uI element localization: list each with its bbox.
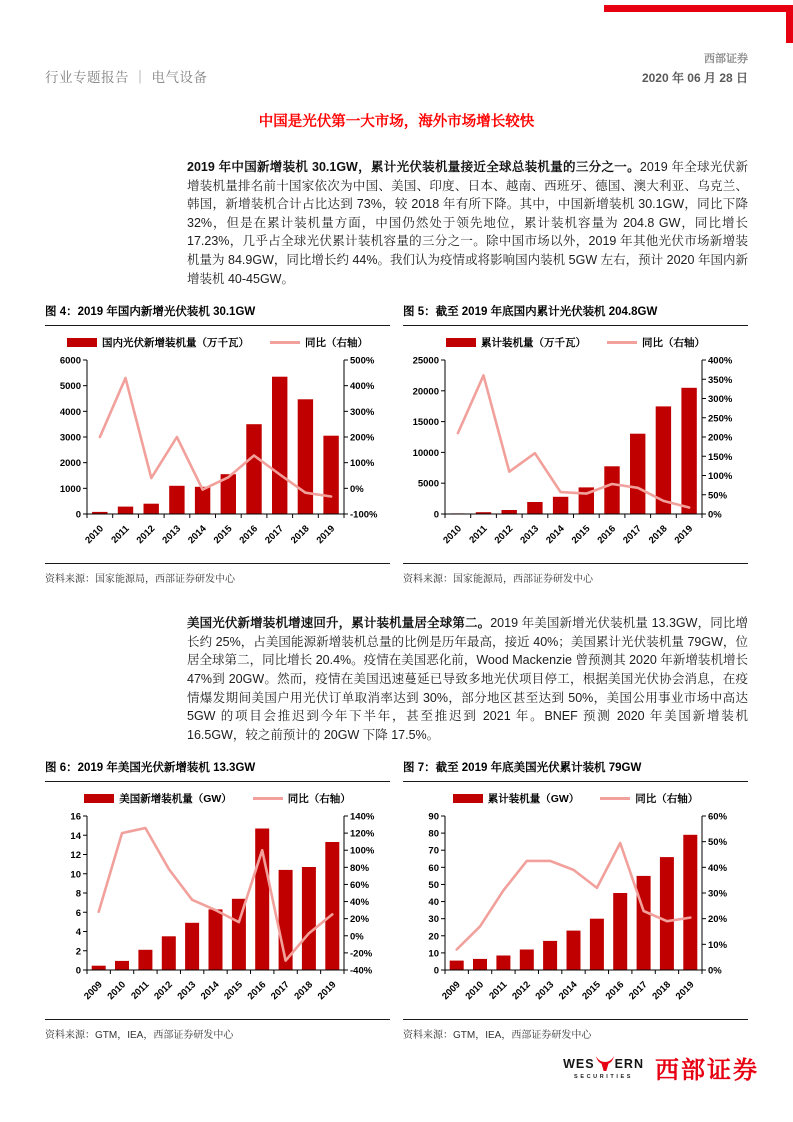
svg-text:0: 0 xyxy=(433,965,439,977)
paragraph-china-lead: 2019 年中国新增装机 30.1GW，累计光伏装机量接近全球总装机量的三分之一。 xyxy=(187,160,640,174)
paragraph-us xyxy=(187,614,748,744)
svg-text:2016: 2016 xyxy=(603,979,627,1003)
svg-text:20%: 20% xyxy=(350,914,370,926)
svg-text:100%: 100% xyxy=(350,458,375,470)
svg-text:200%: 200% xyxy=(708,432,733,444)
svg-text:50: 50 xyxy=(428,880,439,892)
line-legend-swatch xyxy=(607,341,637,344)
svg-text:2011: 2011 xyxy=(467,523,490,546)
bar-legend-swatch xyxy=(84,794,114,803)
figure-5-rule xyxy=(403,563,748,564)
section-headline: 中国是光伏第一大市场，海外市场增长较快 xyxy=(258,114,535,130)
bar-legend-swatch xyxy=(67,338,97,347)
charts-row-2 xyxy=(45,759,748,1041)
svg-text:12: 12 xyxy=(70,850,81,862)
svg-text:350%: 350% xyxy=(708,374,733,386)
corner-mark-horizontal xyxy=(604,5,793,12)
figure-4-source: 资料来源：国家能源局，西部证券研发中心 xyxy=(45,574,235,586)
svg-text:2019: 2019 xyxy=(673,979,697,1003)
figure-4 xyxy=(45,303,390,585)
chart-canvas-7 xyxy=(403,808,748,1016)
svg-text:2013: 2013 xyxy=(160,523,184,547)
svg-text:2010: 2010 xyxy=(83,523,106,547)
svg-text:8: 8 xyxy=(75,888,81,900)
bar-legend-label: 累计装机量（万千瓦） xyxy=(481,337,586,350)
svg-text:14: 14 xyxy=(70,831,81,843)
figure-5-source: 资料来源：国家能源局，西部证券研发中心 xyxy=(403,574,593,586)
svg-text:2011: 2011 xyxy=(109,523,132,546)
bar-legend-label: 美国新增装机量（GW） xyxy=(119,793,232,806)
svg-text:2015: 2015 xyxy=(222,979,245,1003)
figure-5-legend xyxy=(403,335,748,350)
svg-text:2014: 2014 xyxy=(544,523,567,547)
svg-text:3000: 3000 xyxy=(59,432,81,444)
svg-text:0: 0 xyxy=(75,509,81,521)
svg-text:2014: 2014 xyxy=(198,979,222,1003)
svg-text:2015: 2015 xyxy=(569,523,593,547)
svg-text:30: 30 xyxy=(428,914,439,926)
svg-text:2016: 2016 xyxy=(595,523,619,547)
svg-text:2017: 2017 xyxy=(268,979,292,1003)
header-right-block xyxy=(642,50,748,86)
svg-text:2000: 2000 xyxy=(59,458,81,470)
page-header xyxy=(45,50,748,86)
svg-text:2017: 2017 xyxy=(621,523,644,547)
svg-text:50%: 50% xyxy=(708,490,728,502)
corner-mark-vertical xyxy=(786,5,793,43)
svg-text:2015: 2015 xyxy=(211,523,235,547)
svg-text:200%: 200% xyxy=(350,432,375,444)
svg-text:2013: 2013 xyxy=(175,979,199,1003)
line-legend-label: 同比（右轴） xyxy=(635,793,699,806)
figure-6-legend xyxy=(45,791,390,806)
footer-logo xyxy=(563,1050,759,1085)
figure-4-legend xyxy=(45,335,390,350)
svg-text:150%: 150% xyxy=(708,451,733,463)
svg-text:100%: 100% xyxy=(350,846,375,858)
svg-text:0%: 0% xyxy=(350,931,364,943)
figure-7-title: 图 7：截至 2019 年底美国光伏累计装机 79GW xyxy=(403,759,748,782)
svg-text:2010: 2010 xyxy=(441,523,464,547)
svg-text:2: 2 xyxy=(75,946,81,958)
svg-text:250%: 250% xyxy=(708,413,733,425)
svg-text:2012: 2012 xyxy=(492,523,516,547)
svg-text:70: 70 xyxy=(428,846,439,858)
figure-7 xyxy=(403,759,748,1041)
svg-text:0%: 0% xyxy=(350,483,364,495)
svg-text:2019: 2019 xyxy=(314,523,338,547)
svg-text:6: 6 xyxy=(75,908,81,920)
svg-text:20000: 20000 xyxy=(412,386,439,398)
figure-6-rule xyxy=(45,1019,390,1020)
svg-text:400%: 400% xyxy=(708,355,733,367)
figure-5 xyxy=(403,303,748,585)
charts-row-1 xyxy=(45,303,748,585)
svg-text:2013: 2013 xyxy=(518,523,542,547)
report-category-label: 行业专题报告 ｜ 电气设备 xyxy=(45,70,208,85)
figure-7-rule xyxy=(403,1019,748,1020)
bar-legend-label: 国内光伏新增装机量（万千瓦） xyxy=(102,337,249,350)
logo-text-right: ERN xyxy=(614,1056,644,1071)
svg-text:2019: 2019 xyxy=(315,979,339,1003)
line-legend-label: 同比（右轴） xyxy=(287,793,351,806)
figure-4-rule xyxy=(45,563,390,564)
svg-text:2011: 2011 xyxy=(487,979,510,1003)
figure-6 xyxy=(45,759,390,1041)
svg-text:2013: 2013 xyxy=(533,979,557,1003)
svg-text:10: 10 xyxy=(428,948,439,960)
svg-text:-40%: -40% xyxy=(350,965,373,977)
bar-legend-swatch xyxy=(446,338,476,347)
svg-text:40%: 40% xyxy=(350,897,370,909)
bull-icon xyxy=(595,1055,615,1072)
brand-logo-chinese: 西部证券 xyxy=(655,1057,759,1084)
svg-text:2017: 2017 xyxy=(263,523,286,547)
figure-7-source: 资料来源：GTM，IEA，西部证券研发中心 xyxy=(403,1030,592,1042)
svg-text:2018: 2018 xyxy=(650,979,674,1003)
svg-text:10%: 10% xyxy=(708,940,728,952)
line-legend-swatch xyxy=(600,797,630,800)
svg-text:10: 10 xyxy=(70,869,81,881)
svg-text:50%: 50% xyxy=(708,837,728,849)
svg-text:25000: 25000 xyxy=(412,355,439,367)
svg-text:120%: 120% xyxy=(350,828,375,840)
figure-4-title: 图 4：2019 年国内新增光伏装机 30.1GW xyxy=(45,303,390,326)
svg-text:100%: 100% xyxy=(708,471,733,483)
chart-canvas-4 xyxy=(45,352,390,560)
logo-text-left: WES xyxy=(563,1056,595,1071)
svg-text:-20%: -20% xyxy=(350,948,373,960)
svg-text:5000: 5000 xyxy=(59,381,81,393)
line-legend-label: 同比（右轴） xyxy=(642,337,705,350)
line-legend-label: 同比（右轴） xyxy=(305,337,368,350)
svg-text:40%: 40% xyxy=(708,863,728,875)
logo-subtext: SECURITIES xyxy=(574,1073,634,1080)
svg-text:0: 0 xyxy=(75,965,81,977)
bar-legend-swatch xyxy=(453,794,483,803)
bar-legend-label: 累计装机量（GW） xyxy=(487,793,580,806)
svg-text:5000: 5000 xyxy=(417,478,439,490)
line-legend-swatch xyxy=(253,797,283,800)
svg-text:2018: 2018 xyxy=(646,523,670,547)
paragraph-us-lead: 美国光伏新增装机增速回升，累计装机量居全球第二。 xyxy=(187,616,491,631)
svg-text:140%: 140% xyxy=(350,811,375,823)
svg-text:2017: 2017 xyxy=(626,979,650,1003)
svg-text:60%: 60% xyxy=(350,880,370,892)
svg-text:30%: 30% xyxy=(708,888,728,900)
svg-text:300%: 300% xyxy=(350,406,375,418)
svg-text:2014: 2014 xyxy=(556,979,580,1003)
svg-text:16: 16 xyxy=(70,811,81,823)
svg-text:60: 60 xyxy=(428,863,439,875)
svg-text:500%: 500% xyxy=(350,355,375,367)
svg-text:90: 90 xyxy=(428,811,439,823)
svg-text:2012: 2012 xyxy=(134,523,158,547)
svg-text:60%: 60% xyxy=(708,811,728,823)
svg-text:2016: 2016 xyxy=(237,523,261,547)
svg-text:20%: 20% xyxy=(708,914,728,926)
svg-text:0: 0 xyxy=(433,509,439,521)
svg-text:6000: 6000 xyxy=(59,355,81,367)
paragraph-china-body: 2019 年全球光伏新增装机量排名前十国家依次为中国、美国、印度、日本、越南、西班牙、德国、澳大利亚、乌克兰、韩国，新增装机合计占比达到 73%，较 2018 年有所下降。其中，中国新增装机 30.1GW，同比下降 32%，但是在累计装机量方面，中国仍然处于领先地位，累计装机容量为 204.8 GW，同比增长 17.23%，几乎占全球光伏累计装机容量的三分之一。除中国市场以外，2019 年其他光伏市场新增装机量为 84.9GW，同比增长约 44%。我们认为疫情或将影响国内装机 5GW 左右，预计 2020 年国内新增装机 40-45GW。 xyxy=(187,160,749,286)
svg-text:4000: 4000 xyxy=(59,406,81,418)
svg-text:2019: 2019 xyxy=(672,523,696,547)
paragraph-us-body: 2019 年美国新增光伏装机量 13.3GW，同比增长约 25%，占美国能源新增装机总量的比例是历年最高，接近 40%；美国累计光伏装机量 79GW，位居全球第二，同比增长 20.4%。疫情在美国恶化前，Wood Mackenzie 曾预测其 2020 年新增装机增长 47%到 20GW。然而，疫情在美国迅速蔓延已导致多地光伏项目停工，根据美国光伏协会消息，在疫情爆发期间美国户用光伏订单取消率达到 30%，部分地区甚至达到 50%，美国公用事业市场中高达 5GW 的项目会推迟到今年下半年，甚至推迟到 2021 年。BNEF 预测 2020 年美国新增装机 16.5GW，较之前预计的 20GW 下降 17.5%。 xyxy=(187,616,748,742)
figure-7-legend xyxy=(403,791,748,806)
svg-text:15000: 15000 xyxy=(412,417,439,429)
paragraph-china xyxy=(187,158,748,288)
figure-6-source: 资料来源：GTM，IEA，西部证券研发中心 xyxy=(45,1030,234,1042)
chart-canvas-6 xyxy=(45,808,390,1016)
svg-text:40: 40 xyxy=(428,897,439,909)
line-legend-swatch xyxy=(270,341,300,344)
western-wordmark xyxy=(563,1055,644,1080)
svg-text:0%: 0% xyxy=(708,965,722,977)
svg-text:2014: 2014 xyxy=(186,523,209,547)
svg-text:2016: 2016 xyxy=(245,979,269,1003)
brand-label: 西部证券 xyxy=(704,53,748,65)
svg-text:2010: 2010 xyxy=(463,979,487,1003)
svg-text:2011: 2011 xyxy=(129,979,152,1003)
svg-text:20: 20 xyxy=(428,931,439,943)
svg-text:2009: 2009 xyxy=(440,979,463,1003)
figure-5-title: 图 5：截至 2019 年底国内累计光伏装机 204.8GW xyxy=(403,303,748,326)
figure-6-title: 图 6：2019 年美国光伏新增装机 13.3GW xyxy=(45,759,390,782)
svg-text:80: 80 xyxy=(428,828,439,840)
chart-canvas-5 xyxy=(403,352,748,560)
svg-text:4: 4 xyxy=(75,927,81,939)
svg-text:300%: 300% xyxy=(708,394,733,406)
svg-text:2010: 2010 xyxy=(105,979,129,1003)
svg-text:2012: 2012 xyxy=(152,979,175,1003)
svg-text:10000: 10000 xyxy=(412,448,439,460)
svg-text:2018: 2018 xyxy=(292,979,316,1003)
svg-text:2015: 2015 xyxy=(580,979,603,1003)
svg-text:80%: 80% xyxy=(350,863,370,875)
svg-text:0%: 0% xyxy=(708,509,722,521)
report-date: 2020 年 06 月 28 日 xyxy=(641,71,748,85)
svg-text:400%: 400% xyxy=(350,381,375,393)
svg-text:-100%: -100% xyxy=(350,509,378,521)
svg-text:1000: 1000 xyxy=(59,483,81,495)
svg-text:2012: 2012 xyxy=(510,979,533,1003)
svg-text:2018: 2018 xyxy=(288,523,312,547)
svg-text:2009: 2009 xyxy=(82,979,105,1003)
